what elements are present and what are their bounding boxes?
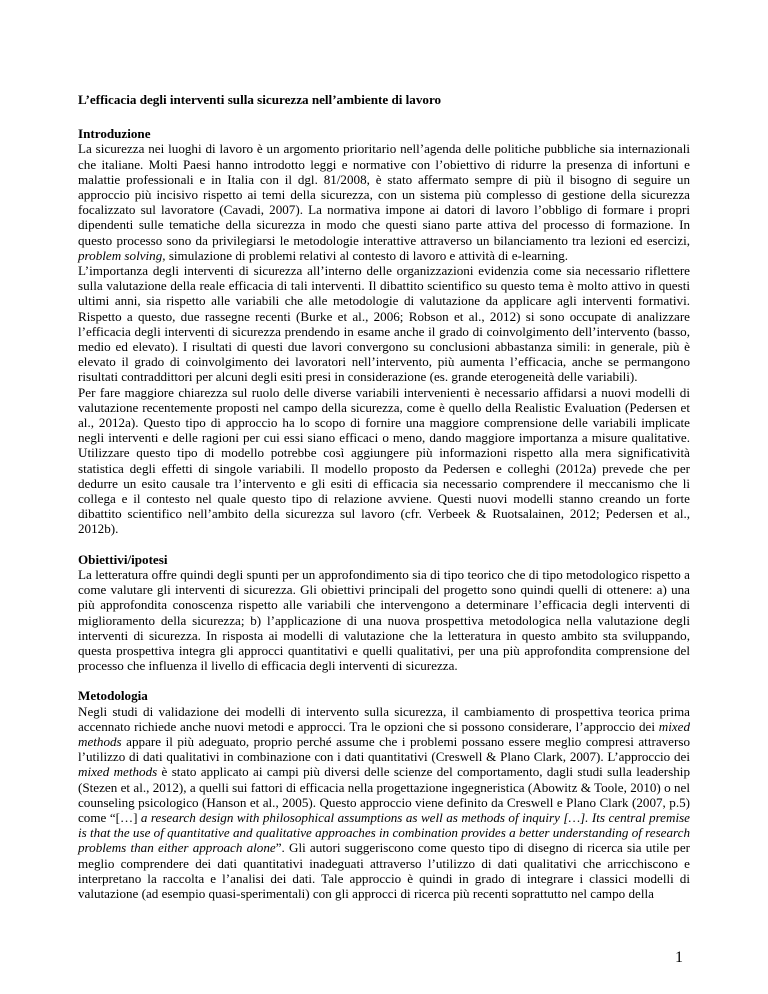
italic-text: problem solving	[78, 247, 163, 263]
text-run: è stato applicato ai campi più diversi delle scienze del comportamento, dagli studi sulla leadership (Stezen et al., 2012), a quelli sui fattori di efficacia nella progettazione ingegneristica (Abowitz & Toole, 2010) o nel counseling psicologico (Hanson et al., 2005). Questo approccio viene definito da Creswell e Plano Clark (2007, p.5) come “[…]	[78, 764, 690, 825]
italic-text: mixed methods	[78, 718, 690, 749]
section	[78, 552, 690, 674]
section	[78, 126, 690, 536]
text-run: Per fare maggiore chiarezza sul ruolo delle diverse variabili intervenienti è necessario affidarsi a nuovi modelli di valutazione recentemente proposti nel campo della sicurezza, come è quello della Realistic Evaluation (Pedersen et al., 2012a). Questo tipo di approccio ha lo scopo di fornire una maggiore comprensione delle variabili implicate negli interventi e delle ragioni per cui essi siano efficaci o meno, dando maggiore importanza a misure qualitative. Utilizzare questo tipo di modello potrebbe così aggiungere più informazioni rispetto alla mera significatività statistica degli effetti di singole variabili. Il modello proposto da Pedersen e colleghi (2012a) prevede che per dedurre un esito causale tra l’intervento e gli esiti di efficacia sia necessario comprendere il meccanismo che li collega e il contesto nel quale questo tipo di relazione avviene. Questi nuovi modelli stanno creando un forte dibattito scientifico nell’ambito della sicurezza sul lavoro (cfr. Verbeek & Ruotsalainen, 2012; Pedersen et al., 2012b).	[78, 384, 690, 537]
section-heading: Metodologia	[78, 688, 148, 704]
paragraph	[78, 263, 690, 385]
page-number: 1	[675, 949, 683, 966]
text-run: La letteratura offre quindi degli spunti per un approfondimento sia di tipo teorico che di tipo metodologico rispetto a come valutare gli interventi di sicurezza. Gli obiettivi principali del progetto sono quindi quelli di ottenere: a) una più approfondita conoscenza rispetto alle variabili che intervengono a determinare l’efficacia degli interventi di miglioramento della sicurezza; b) l’applicazione di una nuova prospettiva metodologica nella valutazione degli interventi di sicurezza. In risposta ai modelli di valutazione che la letteratura in questo ambito sta sviluppando, questa prospettiva integra gli approcci quantitativi e quelli qualitativi, per una più approfondita comprensione del processo che influenza il livello di efficacia degli interventi di sicurezza.	[78, 566, 690, 674]
document-body	[78, 126, 690, 901]
text-run: Negli studi di validazione dei modelli di intervento sulla sicurezza, il cambiamento di prospettiva teorica prima accennato richiede anche nuovi metodi e approcci. Tra le opzioni che si possono considerare, l’approccio dei	[78, 703, 690, 734]
italic-text: a research design with philosophical assumptions as well as methods of inquiry […]. Its central premise is that the use of quantitative and qualitative approaches in combination provides a better understanding of research problems than either approach alone	[78, 809, 690, 856]
text-run: appare il più adeguato, proprio perché assume che i problemi possano essere meglio compresi attraverso l’utilizzo di dati qualitativi in combinazione con i dati quantitativi (Creswell & Plano Clark, 2007). L’approccio dei	[78, 733, 690, 765]
paragraph	[78, 141, 690, 263]
paragraph	[78, 567, 690, 673]
text-run: L’importanza degli interventi di sicurezza all’interno delle organizzazioni evidenzia come sia necessario riflettere sulla valutazione della reale efficacia di tali interventi. Il dibattito scientifico su questo tema è molto attivo in questi ultimi anni, sia rispetto alle variabili che alle metodologie di valutazione da applicare agli interventi formativi. Rispetto a questo, due rassegne recenti (Burke et al., 2006; Robson et al., 2012) si sono occupate di analizzare l’efficacia degli interventi di sicurezza prendendo in esame anche il grado di coinvolgimento dell’intervento (basso, medio ed elevato). I risultati di questi due lavori convergono su conclusioni abbastanza simili: in generale, più è elevato il grado di coinvolgimento dei lavoratori nell’intervento, più aumenta l’efficacia, anche se permangono risultati contraddittori per alcuni degli esiti presi in considerazione (es. grande eterogeneità delle variabili).	[78, 263, 690, 385]
italic-text: mixed methods	[78, 764, 158, 780]
document-page	[78, 92, 690, 916]
section	[78, 688, 690, 901]
paragraph	[78, 704, 690, 902]
paragraph	[78, 385, 690, 537]
section-heading: Obiettivi/ipotesi	[78, 551, 168, 567]
text-run: ”. Gli autori suggeriscono come questo tipo di disegno di ricerca sia utile per meglio comprendere dei dati quantitativi inadeguati attraverso l’utilizzo di dati qualitativi che arricchiscono e interpretano la raccolta e l’analisi dei dati. Tale approccio è quindi in grado di integrare i classici modelli di valutazione (ad esempio quasi-sperimentali) con gli approcci di ricerca più recenti soprattutto nel campo della	[78, 840, 690, 901]
text-run: , simulazione di problemi relativi al contesto di lavoro e attività di e-learning.	[162, 247, 569, 263]
section-heading: Introduzione	[78, 126, 151, 142]
document-title: L’efficacia degli interventi sulla sicurezza nell’ambiente di lavoro	[78, 92, 442, 107]
text-run: La sicurezza nei luoghi di lavoro è un argomento prioritario nell’agenda delle politiche pubbliche sia internazionali che italiane. Molti Paesi hanno introdotto leggi e normative con l’obiettivo di ridurre la presenza di infortuni e malattie professionali e in Italia con il dgl. 81/2008, è stato affermato sempre di più il bisogno di seguire un approccio più incisivo rispetto ai temi della sicurezza, con un sistema più complesso di gestione della sicurezza focalizzato sul lavoratore (Cavadi, 2007). La normativa impone ai datori di lavoro l’obbligo di formare i propri dipendenti sulle tematiche della sicurezza in modo che questi siano parte attiva del processo di formazione. In questo processo sono da privilegiarsi le metodologie interattive attraverso un bilanciamento tra lezioni ed esercizi,	[78, 141, 690, 248]
